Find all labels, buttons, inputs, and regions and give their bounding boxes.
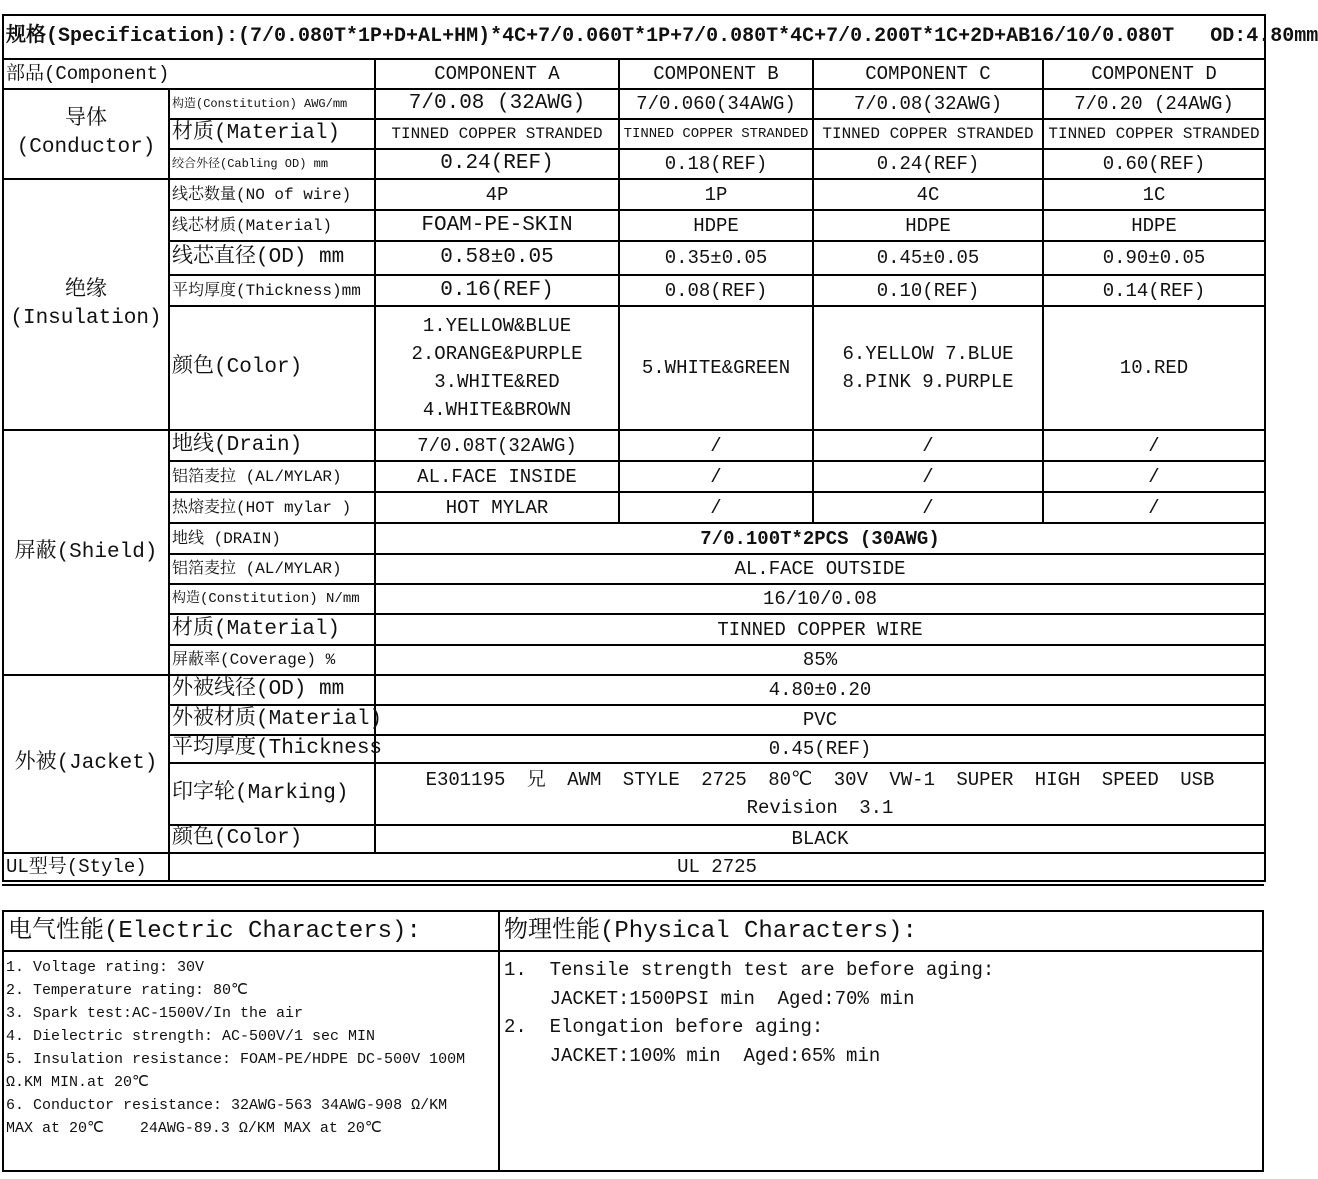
cell: TINNED COPPER STRANDED — [375, 119, 619, 149]
color-cell-d: 10.RED — [1043, 306, 1265, 430]
color-cell-b: 5.WHITE&GREEN — [619, 306, 813, 430]
characters-section — [2, 910, 1264, 1172]
conductor-material-label: 材质(Material) — [169, 119, 375, 149]
cell: 7/0.060(34AWG) — [619, 89, 813, 119]
jacket-thickness-label: 平均厚度(Thickness — [169, 735, 375, 763]
conductor-group-label: 导体 (Conductor) — [16, 108, 156, 159]
cell: FOAM-PE-SKIN — [375, 210, 619, 241]
jacket-row — [3, 735, 1265, 763]
cell: 0.10(REF) — [813, 275, 1043, 306]
shield-outer-drain-label: 地线 (DRAIN) — [169, 523, 375, 554]
cell: 0.08(REF) — [619, 275, 813, 306]
jacket-row — [3, 825, 1265, 853]
conductor-constitution-label: 构造(Constitution) AWG/mm — [169, 89, 375, 119]
jacket-marking-label: 印字轮(Marking) — [169, 763, 375, 825]
cell: 7/0.08 (32AWG) — [375, 89, 619, 119]
component-a-header: COMPONENT A — [375, 59, 619, 89]
jacket-row — [3, 705, 1265, 735]
cell: 0.24(REF) — [375, 149, 619, 179]
cell: 7/0.08T(32AWG) — [375, 430, 619, 461]
cell: 0.14(REF) — [1043, 275, 1265, 306]
cell: TINNED COPPER WIRE — [375, 614, 1265, 645]
shield-al-label: 铝箔麦拉 (AL/MYLAR) — [169, 461, 375, 492]
cell: 0.45±0.05 — [813, 241, 1043, 275]
insulation-row — [3, 275, 1265, 306]
top-margin — [0, 0, 1266, 14]
cell: 0.45(REF) — [375, 735, 1265, 763]
spec-row — [3, 15, 1265, 59]
color-line: 2.ORANGE&PURPLE — [411, 343, 583, 365]
cell: HDPE — [813, 210, 1043, 241]
cell: 1C — [1043, 179, 1265, 210]
cell: 0.35±0.05 — [619, 241, 813, 275]
jacket-material-label: 外被材质(Material) — [169, 705, 375, 735]
insulation-row — [3, 179, 1265, 210]
jacket-color-label: 颜色(Color) — [169, 825, 375, 853]
jacket-group: 外被(Jacket) — [3, 675, 169, 853]
color-line: 1.YELLOW&BLUE — [422, 315, 572, 337]
spec-od: OD:4.80mm — [1210, 25, 1318, 48]
shield-outer-row — [3, 614, 1265, 645]
color-line: 4.WHITE&BROWN — [422, 399, 572, 421]
cell: 0.90±0.05 — [1043, 241, 1265, 275]
electric-line: 5. Insulation resistance: FOAM-PE/HDPE DC-500V 100M — [6, 1051, 466, 1068]
physical-line: 1. Tensile strength test are before aging: — [504, 959, 995, 981]
spec-label: 规格(Specification): — [6, 25, 239, 48]
color-line: 8.PINK 9.PURPLE — [842, 371, 1014, 393]
cell: PVC — [375, 705, 1265, 735]
spec-title — [3, 15, 1318, 59]
conductor-group — [3, 89, 169, 179]
conductor-row — [3, 89, 1265, 119]
cell: AL.FACE INSIDE — [375, 461, 619, 492]
cell: AL.FACE OUTSIDE — [375, 554, 1265, 584]
electric-characters — [4, 912, 500, 1170]
shield-outer-row — [3, 645, 1265, 675]
cell: 7/0.20 (24AWG) — [1043, 89, 1265, 119]
cell: / — [813, 492, 1043, 523]
color-line: 6.YELLOW 7.BLUE — [842, 343, 1014, 365]
insulation-count-label: 线芯数量(NO of wire) — [169, 179, 375, 210]
divider — [2, 884, 1264, 886]
cell: 0.60(REF) — [1043, 149, 1265, 179]
shield-outer-coverage-label: 屏蔽率(Coverage) % — [169, 645, 375, 675]
shield-group: 屏蔽(Shield) — [3, 430, 169, 675]
cell: / — [619, 492, 813, 523]
shield-outer-row — [3, 523, 1265, 554]
conductor-row — [3, 149, 1265, 179]
electric-title: 电气性能(Electric Characters): — [4, 912, 498, 952]
cell: 1P — [619, 179, 813, 210]
ul-value: UL 2725 — [169, 853, 1265, 881]
physical-line: JACKET:1500PSI min Aged:70% min — [504, 987, 915, 1010]
cell: 4C — [813, 179, 1043, 210]
cell: 0.16(REF) — [375, 275, 619, 306]
cell: 4P — [375, 179, 619, 210]
cell: 7/0.08(32AWG) — [813, 89, 1043, 119]
ul-label: UL型号(Style) — [3, 853, 169, 881]
cell: 85% — [375, 645, 1265, 675]
physical-line: JACKET:100% min Aged:65% min — [504, 1044, 881, 1067]
color-cell-c — [813, 306, 1043, 430]
physical-characters — [500, 912, 1262, 1170]
cell: / — [813, 461, 1043, 492]
shield-outer-material-label: 材质(Material) — [169, 614, 375, 645]
cell: 4.80±0.20 — [375, 675, 1265, 705]
insulation-row — [3, 210, 1265, 241]
insulation-group — [3, 179, 169, 430]
spec-value: (7/0.080T*1P+D+AL+HM)*4C+7/0.060T*1P+7/0.080T*4C+7/0.200T*1C+2D+AB16/10/0.080T — [238, 25, 1175, 48]
component-c-header: COMPONENT C — [813, 59, 1043, 89]
cell: BLACK — [375, 825, 1265, 853]
electric-line: 4. Dielectric strength: AC-500V/1 sec MIN — [6, 1028, 376, 1045]
ul-row — [3, 853, 1265, 881]
insulation-od-label: 线芯直径(OD) mm — [169, 241, 375, 275]
insulation-thickness-label: 平均厚度(Thickness)mm — [169, 275, 375, 306]
cell: / — [1043, 461, 1265, 492]
component-b-header: COMPONENT B — [619, 59, 813, 89]
component-header-row — [3, 59, 1265, 89]
cell: TINNED COPPER STRANDED — [1043, 119, 1265, 149]
cell: / — [813, 430, 1043, 461]
electric-line: 1. Voltage rating: 30V — [6, 959, 205, 976]
insulation-color-label: 颜色(Color) — [169, 306, 375, 430]
shield-hot-label: 热熔麦拉(HOT mylar ) — [169, 492, 375, 523]
cell: / — [1043, 492, 1265, 523]
shield-row — [3, 430, 1265, 461]
shield-row — [3, 492, 1265, 523]
electric-list — [4, 952, 498, 1144]
conductor-row — [3, 119, 1265, 149]
shield-outer-row — [3, 584, 1265, 614]
jacket-od-label: 外被线径(OD) mm — [169, 675, 375, 705]
cell: / — [619, 430, 813, 461]
color-line: 3.WHITE&RED — [434, 371, 560, 393]
jacket-row — [3, 675, 1265, 705]
cell: HDPE — [1043, 210, 1265, 241]
cell: 0.24(REF) — [813, 149, 1043, 179]
cell: 0.18(REF) — [619, 149, 813, 179]
electric-line: 2. Temperature rating: 80℃ — [6, 982, 248, 999]
component-d-header: COMPONENT D — [1043, 59, 1265, 89]
cell: / — [619, 461, 813, 492]
cell: HOT MYLAR — [375, 492, 619, 523]
electric-line: Ω.KM MIN.at 20℃ — [6, 1074, 149, 1091]
spec-table — [2, 14, 1318, 882]
electric-line: MAX at 20℃ 24AWG-89.3 Ω/KM MAX at 20℃ — [6, 1120, 382, 1137]
insulation-row — [3, 241, 1265, 275]
component-label: 部品(Component) — [3, 59, 375, 89]
electric-line: 6. Conductor resistance: 32AWG-563 34AWG-908 Ω/KM — [6, 1097, 448, 1114]
shield-drain-label: 地线(Drain) — [169, 430, 375, 461]
cell: 16/10/0.08 — [375, 584, 1265, 614]
jacket-marking-row — [3, 763, 1265, 825]
cell: 0.58±0.05 — [375, 241, 619, 275]
conductor-cabling-label: 绞合外径(Cabling OD) mm — [169, 149, 375, 179]
cell: / — [1043, 430, 1265, 461]
cell: 7/0.100T*2PCS (30AWG) — [375, 523, 1265, 554]
electric-line: 3. Spark test:AC-1500V/In the air — [6, 1005, 304, 1022]
shield-row — [3, 461, 1265, 492]
physical-title: 物理性能(Physical Characters): — [500, 912, 1262, 952]
insulation-group-label: 绝缘 (Insulation) — [10, 278, 162, 330]
shield-outer-constitution-label: 构造(Constitution) N/mm — [169, 584, 375, 614]
physical-list — [500, 952, 1262, 1074]
insulation-color-row — [3, 306, 1265, 430]
jacket-marking-value: E301195 兄 AWM STYLE 2725 80℃ 30V VW-1 SUPER HIGH SPEED USB Revision 3.1 — [375, 763, 1265, 825]
shield-outer-row — [3, 554, 1265, 584]
insulation-material-label: 线芯材质(Material) — [169, 210, 375, 241]
cell: TINNED COPPER STRANDED — [813, 119, 1043, 149]
cell: TINNED COPPER STRANDED — [619, 119, 813, 149]
shield-outer-al-label: 铝箔麦拉 (AL/MYLAR) — [169, 554, 375, 584]
physical-line: 2. Elongation before aging: — [504, 1016, 824, 1038]
cell: HDPE — [619, 210, 813, 241]
color-cell-a — [375, 306, 619, 430]
